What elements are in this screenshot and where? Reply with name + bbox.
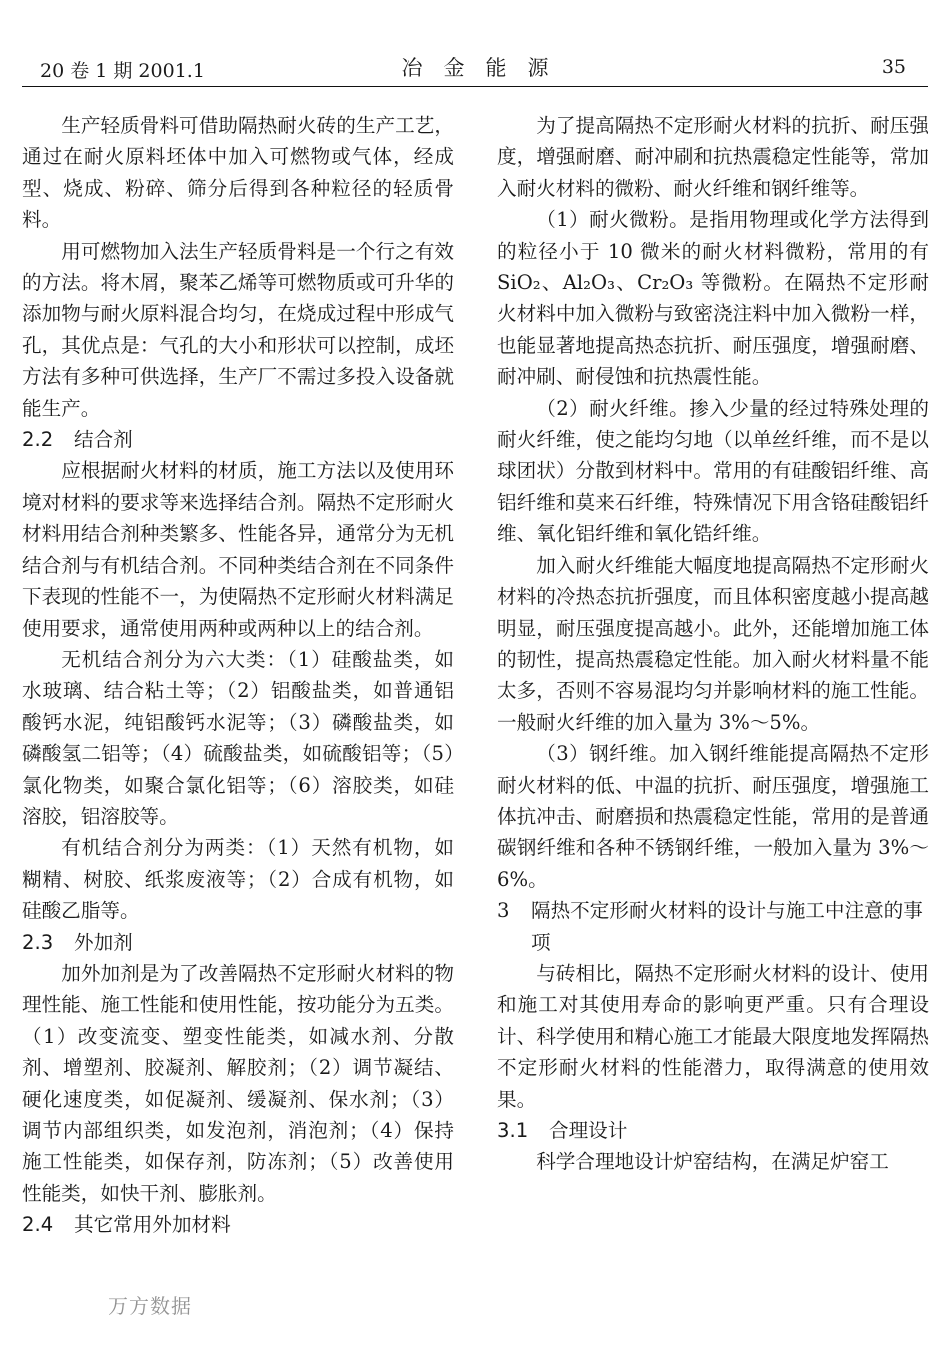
paragraph: 生产轻质骨料可借助隔热耐火砖的生产工艺，通过在耐火原料坯体中加入可燃物或气体，经成型、烧成、粉碎、筛分后得到各种粒径的轻质骨料。 — [22, 114, 454, 232]
journal-title: 冶 金 能 源 — [401, 56, 549, 80]
paragraph: （3）钢纤维。加入钢纤维能提高隔热不定形耐火材料的低、中温的抗折、耐压强度，增强施工体抗冲击、耐磨损和热震稳定性能，常用的是普通碳钢纤维和各种不锈钢纤维，一般加入量为 3%～6%。 — [497, 742, 929, 891]
paragraph: （1）耐火微粉。是指用物理或化学方法得到的粒径小于 10 微米的耐火材料微粉，常用的有 SiO₂、Al₂O₃、Cr₂O₃ 等微粉。在隔热不定形耐火材料中加入微粉与致密浇注料中加入微粉一样，也能显著地提高热态抗折、耐压强度，增强耐磨、耐冲刷、耐侵蚀和抗热震性能。 — [497, 208, 929, 389]
section-number: 3.1 — [497, 1119, 529, 1142]
header-rule — [22, 86, 928, 87]
paragraph: 与砖相比，隔热不定形耐火材料的设计、使用和施工对其使用寿命的影响更严重。只有合理设计、科学使用和精心施工才能最大限度地发挥隔热不定形耐火材料的性能潜力，取得满意的使用效果。 — [497, 961, 929, 1111]
paragraph: 科学合理地设计炉窑结构，在满足炉窑工 — [536, 1150, 889, 1174]
section-number: 2.4 — [22, 1213, 54, 1237]
section-heading — [22, 424, 454, 455]
right-column — [497, 110, 929, 1178]
section-title: 其它常用外加材料 — [74, 1213, 231, 1237]
paragraph: 加外加剂是为了改善隔热不定形耐火材料的物理性能、施工性能和使用性能，按功能分为五类。（1）改变流变、塑变性能类，如减水剂、分散剂、增塑剂、胶凝剂、解胶剂；（2）调节凝结、硬化速度类，如促凝剂、缓凝剂、保水剂；（3）调节内部组织类，如发泡剂，消泡剂；（4）保持施工性能类，如保存剂，防冻剂；（5）改善使用性能类，如快干剂、膨胀剂。 — [22, 961, 454, 1205]
paragraph: 为了提高隔热不定形耐火材料的抗折、耐压强度，增强耐磨、耐冲刷和抗热震稳定性能等，常加入耐火材料的微粉、耐火纤维和钢纤维等。 — [497, 114, 929, 200]
paragraph: （2）耐火纤维。掺入少量的经过特殊处理的耐火纤维，使之能均匀地（以单丝纤维，而不是以球团状）分散到材料中。常用的有硅酸铝纤维、高铝纤维和莫来石纤维，特殊情况下用含铬硅酸铝纤维、氧化铝纤维和氧化锆纤维。 — [497, 396, 929, 546]
section-title: 合理设计 — [549, 1119, 628, 1142]
section-heading — [22, 927, 454, 958]
section-number: 2.2 — [22, 428, 54, 452]
left-column — [22, 110, 454, 1241]
section-number: 2.3 — [22, 930, 54, 954]
paragraph: 用可燃物加入法生产轻质骨料是一个行之有效的方法。将木屑，聚苯乙烯等可燃物质或可升华的添加物与耐火原料混合均匀，在烧成过程中形成气孔，其优点是：气孔的大小和形状可以控制，成坯方法有多种可供选择，生产厂不需过多投入设备就能生产。 — [22, 239, 454, 420]
paragraph: 无机结合剂分为六大类：（1）硅酸盐类，如水玻璃、结合粘土等；（2）铝酸盐类，如普通铝酸钙水泥，纯铝酸钙水泥等；（3）磷酸盐类，如磷酸氢二铝等；（4）硫酸盐类，如硫酸铝等；（5）氯化物类，如聚合氯化铝等；（6）溶胶类，如硅溶胶，铝溶胶等。 — [22, 647, 454, 828]
watermark-text: 万方数据 — [108, 1294, 192, 1318]
section-title: 隔热不定形耐火材料的设计与施工中注意的事项 — [531, 899, 923, 954]
section-number: 3 — [497, 899, 510, 923]
running-header — [22, 50, 928, 84]
section-title: 结合剂 — [74, 428, 133, 452]
section-heading — [22, 1209, 454, 1240]
section-heading — [497, 895, 929, 958]
paragraph: 有机结合剂分为两类：（1）天然有机物，如糊精、树胶、纸浆废液等；（2）合成有机物，如硅酸乙脂等。 — [22, 836, 454, 923]
page-number: 35 — [881, 56, 906, 78]
section-heading — [497, 1115, 929, 1146]
paragraph: 应根据耐火材料的材质，施工方法以及使用环境对材料的要求等来选择结合剂。隔热不定形耐火材料用结合剂种类繁多、性能各异，通常分为无机结合剂与有机结合剂。不同种类结合剂在不同条件下表现的性能不一，为使隔热不定形耐火材料满足使用要求，通常使用两种或两种以上的结合剂。 — [22, 459, 454, 640]
paragraph: 加入耐火纤维能大幅度地提高隔热不定形耐火材料的冷热态抗折强度，而且体积密度越小提高越明显，耐压强度提高越小。此外，还能增加施工体的韧性，提高热震稳定性能。加入耐火材料量不能太多，否则不容易混均匀并影响材料的施工性能。一般耐火纤维的加入量为 3%～5%。 — [497, 553, 929, 734]
section-title: 外加剂 — [74, 930, 133, 954]
journal-issue: 20 卷 1 期 2001.1 — [40, 60, 205, 82]
